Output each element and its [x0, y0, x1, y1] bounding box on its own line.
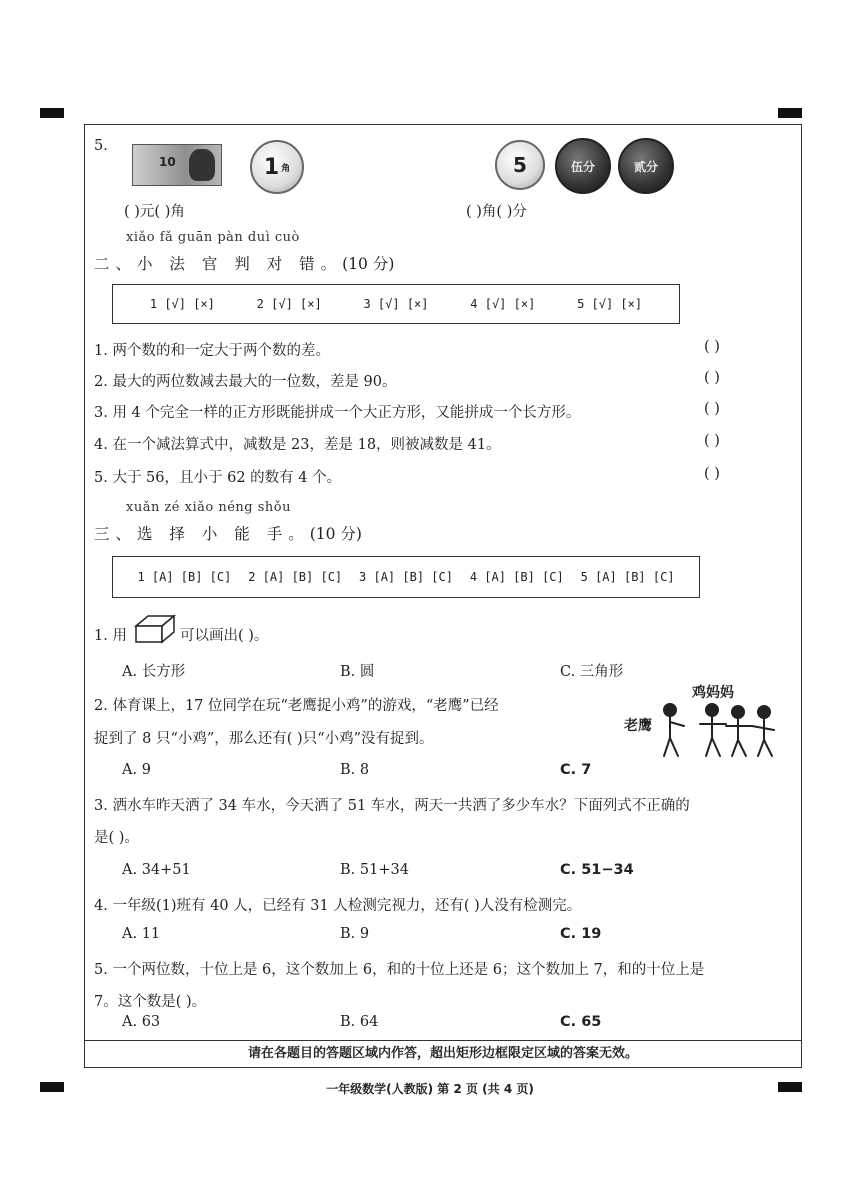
- s3-q2-option-b[interactable]: B. 8: [340, 762, 370, 778]
- children-playing-illustration: [660, 700, 780, 762]
- coin-1-jiao: [250, 140, 304, 194]
- s3-q2-line1: 2. 体育课上，17 位同学在玩“老鹰捉小鸡”的游戏，“老鹰”已经: [94, 698, 499, 714]
- s3-q3-option-b[interactable]: B. 51+34: [340, 862, 409, 878]
- section2-item-5: 5. 大于 56，且小于 62 的数有 4 个。: [94, 470, 342, 486]
- q5-blank-yuan-jiao[interactable]: ( )元( )角: [124, 204, 185, 220]
- s3-q2-option-a[interactable]: A. 9: [122, 762, 151, 778]
- section3-answer-box: [112, 556, 700, 598]
- s3-q4-option-b[interactable]: B. 9: [340, 926, 370, 942]
- s3-q5-option-c[interactable]: C. 65: [560, 1014, 602, 1030]
- s3-q4-option-a[interactable]: A. 11: [122, 926, 161, 942]
- section2-title-text: 二、小 法 官 判 对 错。: [94, 255, 343, 273]
- answer-slot-1[interactable]: 1 [√] [×]: [149, 297, 215, 311]
- section2-item-3: 3. 用 4 个完全一样的正方形既能拼成一个大正方形，又能拼成一个长方形。: [94, 405, 581, 421]
- s3-q3-line2: 是( )。: [94, 830, 139, 846]
- section3-score: (10 分): [309, 525, 362, 543]
- section2-pinyin: xiǎo fǎ guān pàn duì cuò: [126, 230, 300, 245]
- s3-q1-suffix: 可以画出( )。: [180, 628, 269, 644]
- s3-q3-option-c[interactable]: C. 51−34: [560, 862, 634, 878]
- s3-q1-option-b[interactable]: B. 圆: [340, 664, 375, 680]
- section2-item-1: 1. 两个数的和一定大于两个数的差。: [94, 343, 330, 359]
- coin-er-fen: [618, 138, 674, 194]
- section3-title: [94, 522, 362, 544]
- coin-2-value: 5: [513, 153, 527, 177]
- s3-q2-line2: 捉到了 8 只“小鸡”，那么还有( )只“小鸡”没有捉到。: [94, 731, 434, 747]
- registration-mark-top-right: [778, 108, 802, 118]
- label-hen: 鸡妈妈: [692, 685, 734, 701]
- section2-paren-4[interactable]: ( ): [704, 433, 720, 449]
- section2-item-4: 4. 在一个减法算式中，减数是 23，差是 18，则被减数是 41。: [94, 437, 501, 453]
- section2-paren-1[interactable]: ( ): [704, 339, 720, 355]
- choice-slot-5[interactable]: 5 [A] [B] [C]: [580, 570, 675, 584]
- s3-q1-prefix: 1. 用: [94, 628, 127, 644]
- s3-q4-option-c[interactable]: C. 19: [560, 926, 602, 942]
- s3-q2-option-c[interactable]: C. 7: [560, 762, 592, 778]
- section2-title: [94, 252, 394, 274]
- coin-3-value: 伍分: [570, 159, 595, 174]
- section2-score: (10 分): [342, 255, 395, 273]
- section2-answer-box: [112, 284, 680, 324]
- section3-title-text: 三、选 择 小 能 手。: [94, 525, 310, 543]
- s3-q5-line1: 5. 一个两位数，十位上是 6，这个数加上 6，和的十位上还是 6；这个数加上 7，和的十位上是: [94, 962, 705, 978]
- s3-q5-option-b[interactable]: B. 64: [340, 1014, 379, 1030]
- registration-mark-top-left: [40, 108, 64, 118]
- s3-q1-option-c[interactable]: C. 三角形: [560, 664, 624, 680]
- section2-item-2: 2. 最大的两位数减去最大的一位数，差是 90。: [94, 374, 397, 390]
- coin-5-fen: [495, 140, 545, 190]
- answer-slot-4[interactable]: 4 [√] [×]: [470, 297, 536, 311]
- answer-slot-2[interactable]: 2 [√] [×]: [256, 297, 322, 311]
- coin-1-value: 1: [263, 154, 280, 180]
- choice-slot-3[interactable]: 3 [A] [B] [C]: [359, 570, 453, 584]
- section3-pinyin: xuǎn zé xiǎo néng shǒu: [126, 500, 291, 515]
- coin-1-unit: 角: [281, 163, 291, 174]
- coin-wu-fen: [555, 138, 611, 194]
- section2-paren-5[interactable]: ( ): [704, 466, 720, 482]
- section2-paren-2[interactable]: ( ): [704, 370, 720, 386]
- banknote-image: [132, 144, 222, 186]
- coin-4-value: 贰分: [633, 159, 658, 174]
- section2-paren-3[interactable]: ( ): [704, 401, 720, 417]
- answer-slot-5[interactable]: 5 [√] [×]: [577, 297, 643, 311]
- s3-q3-option-a[interactable]: A. 34+51: [122, 862, 191, 878]
- s3-q4-line1: 4. 一年级(1)班有 40 人，已经有 31 人检测完视力，还有( )人没有检测完。: [94, 898, 582, 914]
- s3-q5-line2: 7。这个数是( )。: [94, 994, 207, 1010]
- page-footer: 一年级数学(人教版) 第 2 页 (共 4 页): [326, 1082, 534, 1096]
- banknote-value: 10: [159, 155, 176, 169]
- portrait-icon: [189, 149, 215, 181]
- s3-q5-option-a[interactable]: A. 63: [122, 1014, 161, 1030]
- q5-blank-jiao-fen[interactable]: ( )角( )分: [466, 204, 527, 220]
- choice-slot-4[interactable]: 4 [A] [B] [C]: [469, 570, 564, 584]
- choice-slot-2[interactable]: 2 [A] [B] [C]: [248, 570, 343, 584]
- answer-area-notice: 请在各题目的答题区域内作答，超出矩形边框限定区域的答案无效。: [84, 1040, 802, 1068]
- cuboid-icon: [134, 614, 176, 644]
- choice-slot-1[interactable]: 1 [A] [B] [C]: [137, 570, 232, 584]
- q5-number: 5.: [94, 138, 108, 154]
- s3-q1-option-a[interactable]: A. 长方形: [122, 664, 186, 680]
- s3-q3-line1: 3. 洒水车昨天洒了 34 车水，今天洒了 51 车水，两天一共洒了多少车水？下面列式不正确的: [94, 798, 690, 814]
- label-eagle: 老鹰: [624, 718, 652, 734]
- answer-slot-3[interactable]: 3 [√] [×]: [363, 297, 429, 311]
